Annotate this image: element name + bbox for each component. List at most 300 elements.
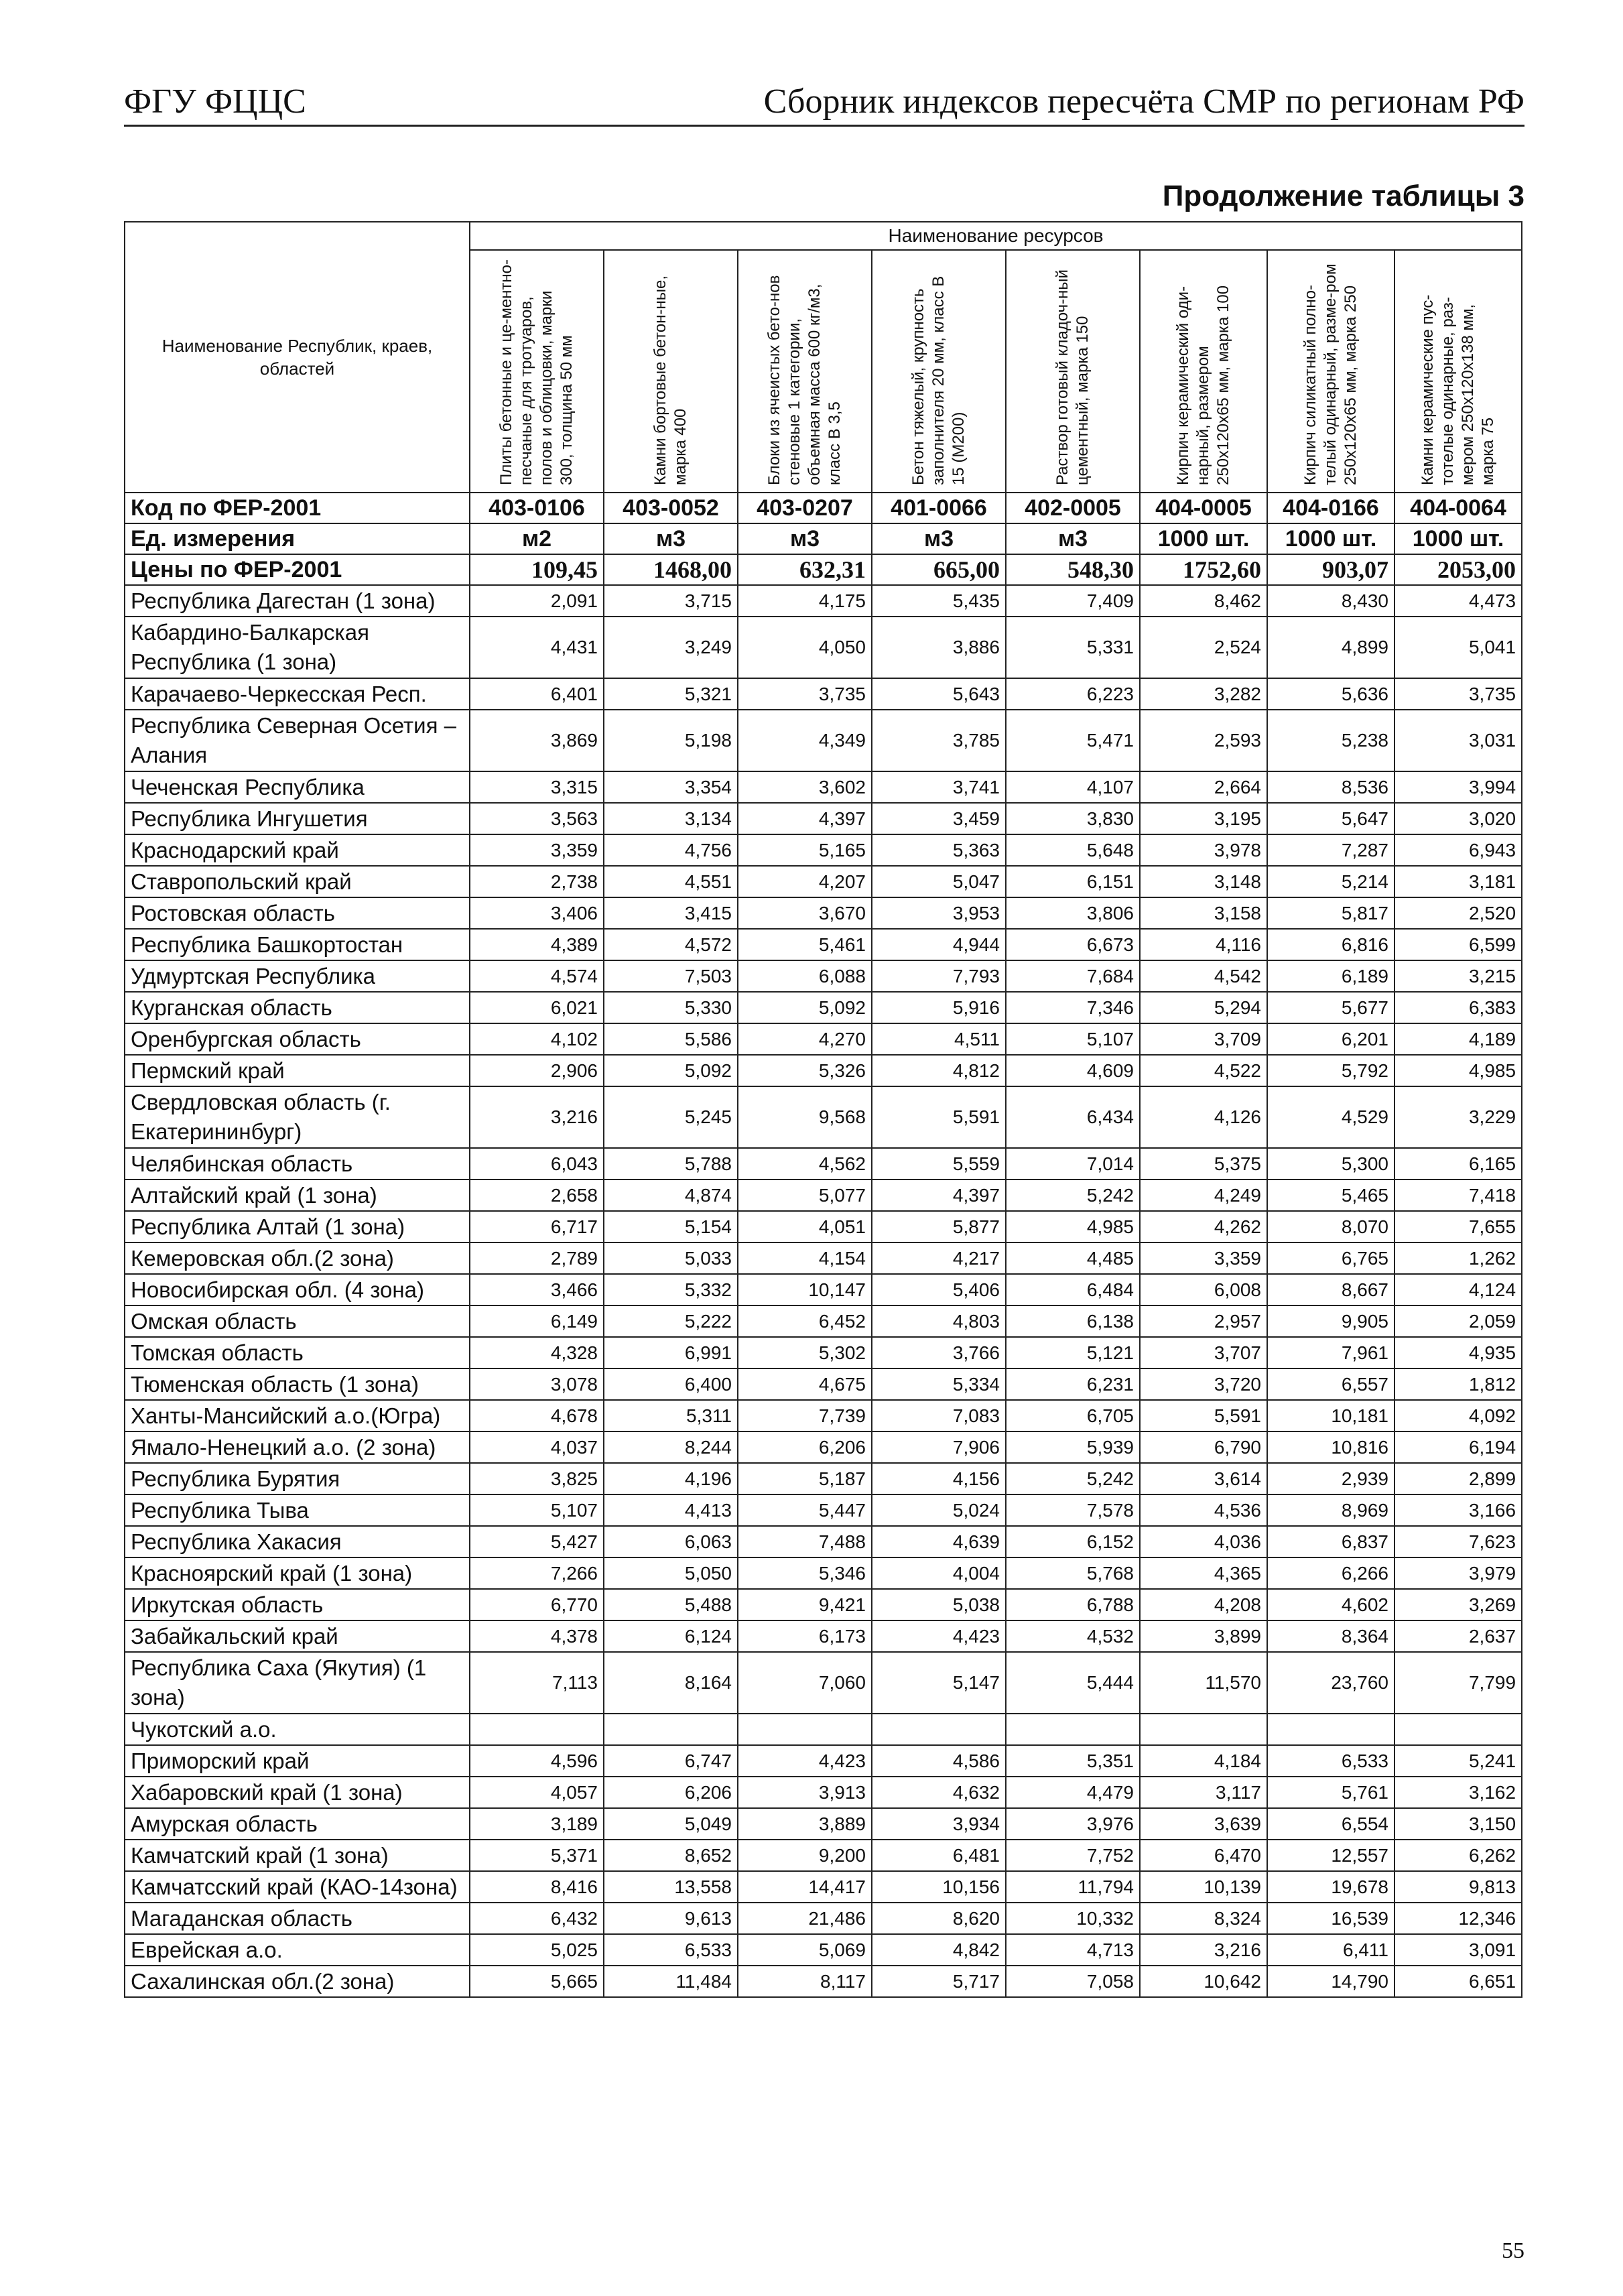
index-value: 3,150 (1394, 1808, 1522, 1840)
index-value: 10,332 (1006, 1903, 1140, 1934)
column-header (872, 250, 1006, 493)
index-value: 6,816 (1267, 929, 1394, 960)
index-value: 6,262 (1394, 1840, 1522, 1871)
index-value: 3,148 (1140, 866, 1267, 897)
region-name: Пермский край (125, 1055, 470, 1086)
resource-price: 1468,00 (604, 554, 738, 585)
index-value: 3,031 (1394, 710, 1522, 771)
table-row (125, 1463, 1522, 1494)
table-row (125, 1305, 1522, 1337)
region-name: Республика Алтай (1 зона) (125, 1211, 470, 1242)
index-value: 4,249 (1140, 1179, 1267, 1211)
index-value: 4,184 (1140, 1745, 1267, 1777)
index-value: 4,423 (872, 1620, 1006, 1652)
index-value: 5,648 (1006, 834, 1140, 866)
resource-code: 403-0052 (604, 493, 738, 523)
index-value: 4,124 (1394, 1274, 1522, 1305)
region-name: Иркутская область (125, 1589, 470, 1620)
index-value: 7,684 (1006, 960, 1140, 992)
index-value: 5,768 (1006, 1557, 1140, 1589)
index-value: 7,793 (872, 960, 1006, 992)
index-value: 2,738 (470, 866, 604, 897)
index-value: 1,812 (1394, 1368, 1522, 1400)
index-value: 6,231 (1006, 1368, 1140, 1400)
table-row (125, 617, 1522, 678)
index-value: 4,365 (1140, 1557, 1267, 1589)
index-value: 3,913 (738, 1777, 872, 1808)
index-value: 5,647 (1267, 803, 1394, 834)
column-header-label: Камни бортовые бетон-ные, марка 400 (651, 275, 690, 485)
table-caption: Продолжение таблицы 3 (1162, 180, 1524, 212)
index-value: 6,991 (604, 1337, 738, 1368)
index-value: 2,906 (470, 1055, 604, 1086)
resources-group-header: Наименование ресурсов (470, 222, 1522, 250)
index-value: 4,378 (470, 1620, 604, 1652)
index-value: 5,049 (604, 1808, 738, 1840)
index-value: 4,413 (604, 1494, 738, 1526)
column-header (738, 250, 872, 493)
index-value: 4,270 (738, 1023, 872, 1055)
index-value: 5,939 (1006, 1431, 1140, 1463)
table-row (125, 1274, 1522, 1305)
index-value: 3,976 (1006, 1808, 1140, 1840)
table-row (125, 1808, 1522, 1840)
index-value: 2,957 (1140, 1305, 1267, 1337)
index-value: 4,189 (1394, 1023, 1522, 1055)
resource-unit: м3 (1006, 523, 1140, 554)
index-value: 4,004 (872, 1557, 1006, 1589)
index-value: 4,632 (872, 1777, 1006, 1808)
index-value: 14,790 (1267, 1966, 1394, 1997)
index-value: 5,050 (604, 1557, 738, 1589)
index-value: 3,134 (604, 803, 738, 834)
resource-unit: 1000 шт. (1140, 523, 1267, 554)
index-value (738, 1714, 872, 1745)
index-value: 6,206 (738, 1431, 872, 1463)
index-value: 5,677 (1267, 992, 1394, 1023)
resource-code: 402-0005 (1006, 493, 1140, 523)
index-value: 6,400 (604, 1368, 738, 1400)
index-value: 4,574 (470, 960, 604, 992)
resource-price: 1752,60 (1140, 554, 1267, 585)
index-value: 7,083 (872, 1400, 1006, 1431)
index-value: 4,596 (470, 1745, 604, 1777)
index-value: 7,287 (1267, 834, 1394, 866)
index-value: 6,173 (738, 1620, 872, 1652)
index-value: 6,151 (1006, 866, 1140, 897)
index-value: 5,154 (604, 1211, 738, 1242)
index-value: 7,739 (738, 1400, 872, 1431)
table-row (125, 1934, 1522, 1966)
index-value: 4,397 (872, 1179, 1006, 1211)
table-row (125, 1557, 1522, 1589)
region-name: Республика Ингушетия (125, 803, 470, 834)
index-value: 6,266 (1267, 1557, 1394, 1589)
region-name: Республика Бурятия (125, 1463, 470, 1494)
index-value: 6,124 (604, 1620, 738, 1652)
index-value: 5,121 (1006, 1337, 1140, 1368)
index-value: 9,613 (604, 1903, 738, 1934)
index-value: 6,788 (1006, 1589, 1140, 1620)
index-value: 5,435 (872, 585, 1006, 617)
index-value (470, 1714, 604, 1745)
index-value: 7,578 (1006, 1494, 1140, 1526)
resource-code: 404-0064 (1394, 493, 1522, 523)
index-value: 4,899 (1267, 617, 1394, 678)
page-number: 55 (1502, 2238, 1524, 2263)
index-value: 4,985 (1394, 1055, 1522, 1086)
index-value: 5,069 (738, 1934, 872, 1966)
index-value: 6,088 (738, 960, 872, 992)
index-value: 1,262 (1394, 1242, 1522, 1274)
index-value: 3,785 (872, 710, 1006, 771)
index-value: 5,025 (470, 1934, 604, 1966)
indices-table (124, 221, 1522, 1998)
index-value: 5,427 (470, 1526, 604, 1557)
index-value: 3,158 (1140, 897, 1267, 929)
index-value: 6,481 (872, 1840, 1006, 1871)
index-value: 8,164 (604, 1652, 738, 1714)
index-value: 3,709 (1140, 1023, 1267, 1055)
index-value: 6,747 (604, 1745, 738, 1777)
index-value: 4,551 (604, 866, 738, 897)
region-name: Курганская область (125, 992, 470, 1023)
index-value: 8,070 (1267, 1211, 1394, 1242)
index-value: 5,877 (872, 1211, 1006, 1242)
index-value: 5,242 (1006, 1179, 1140, 1211)
index-value: 3,215 (1394, 960, 1522, 992)
index-value: 5,321 (604, 678, 738, 710)
index-value: 4,532 (1006, 1620, 1140, 1652)
index-value: 3,189 (470, 1808, 604, 1840)
index-value: 3,216 (1140, 1934, 1267, 1966)
index-value: 6,223 (1006, 678, 1140, 710)
index-value: 3,735 (738, 678, 872, 710)
index-value: 8,462 (1140, 585, 1267, 617)
index-value: 7,266 (470, 1557, 604, 1589)
index-value: 5,302 (738, 1337, 872, 1368)
index-value (1140, 1714, 1267, 1745)
index-value: 6,021 (470, 992, 604, 1023)
index-value: 9,905 (1267, 1305, 1394, 1337)
index-value: 4,389 (470, 929, 604, 960)
index-value: 3,899 (1140, 1620, 1267, 1652)
column-header-label: Раствор готовый кладоч-ный цементный, марка 150 (1053, 269, 1092, 485)
index-value: 2,091 (470, 585, 604, 617)
index-value: 4,812 (872, 1055, 1006, 1086)
index-value: 7,346 (1006, 992, 1140, 1023)
table-row (125, 1242, 1522, 1274)
index-value: 5,916 (872, 992, 1006, 1023)
index-value: 3,830 (1006, 803, 1140, 834)
header-row-group (125, 222, 1522, 250)
index-value: 5,311 (604, 1400, 738, 1431)
index-value: 4,102 (470, 1023, 604, 1055)
index-value: 5,471 (1006, 710, 1140, 771)
index-value: 3,953 (872, 897, 1006, 929)
resource-unit: м3 (872, 523, 1006, 554)
index-value: 4,154 (738, 1242, 872, 1274)
region-name: Сахалинская обл.(2 зона) (125, 1966, 470, 1997)
index-value: 3,978 (1140, 834, 1267, 866)
index-value: 6,599 (1394, 929, 1522, 960)
index-value: 8,324 (1140, 1903, 1267, 1934)
index-value: 3,359 (1140, 1242, 1267, 1274)
index-value: 6,383 (1394, 992, 1522, 1023)
region-name: Ямало-Ненецкий а.о. (2 зона) (125, 1431, 470, 1463)
index-value: 8,536 (1267, 771, 1394, 803)
region-name: Республика Северная Осетия – Алания (125, 710, 470, 771)
index-value: 6,206 (604, 1777, 738, 1808)
index-value: 8,117 (738, 1966, 872, 1997)
region-name: Республика Тыва (125, 1494, 470, 1526)
index-value: 3,889 (738, 1808, 872, 1840)
table-row (125, 1714, 1522, 1745)
table-row (125, 1148, 1522, 1179)
index-value: 5,788 (604, 1148, 738, 1179)
index-value: 4,107 (1006, 771, 1140, 803)
region-name: Тюменская область (1 зона) (125, 1368, 470, 1400)
index-value: 6,452 (738, 1305, 872, 1337)
index-value: 5,586 (604, 1023, 738, 1055)
index-value: 3,766 (872, 1337, 1006, 1368)
index-value: 3,269 (1394, 1589, 1522, 1620)
index-value: 7,906 (872, 1431, 1006, 1463)
index-value: 8,416 (470, 1871, 604, 1903)
index-value: 3,886 (872, 617, 1006, 678)
price-row (125, 554, 1522, 585)
table-row (125, 1871, 1522, 1903)
index-value: 7,488 (738, 1526, 872, 1557)
index-value: 5,465 (1267, 1179, 1394, 1211)
index-value: 4,944 (872, 929, 1006, 960)
index-value: 5,406 (872, 1274, 1006, 1305)
index-value: 3,459 (872, 803, 1006, 834)
index-value: 4,057 (470, 1777, 604, 1808)
index-value: 4,262 (1140, 1211, 1267, 1242)
index-value: 4,639 (872, 1526, 1006, 1557)
resource-unit: м3 (604, 523, 738, 554)
index-value: 6,043 (470, 1148, 604, 1179)
table-row (125, 803, 1522, 834)
index-value: 7,014 (1006, 1148, 1140, 1179)
table-row (125, 1745, 1522, 1777)
index-value: 8,667 (1267, 1274, 1394, 1305)
index-value: 3,602 (738, 771, 872, 803)
resource-unit: 1000 шт. (1267, 523, 1394, 554)
index-value: 8,620 (872, 1903, 1006, 1934)
region-name: Алтайский край (1 зона) (125, 1179, 470, 1211)
header-divider (124, 125, 1524, 127)
index-value: 5,371 (470, 1840, 604, 1871)
index-value: 3,020 (1394, 803, 1522, 834)
index-value: 11,484 (604, 1966, 738, 1997)
resource-price: 665,00 (872, 554, 1006, 585)
table-row (125, 1903, 1522, 1934)
region-name: Ханты-Мансийский а.о.(Югра) (125, 1400, 470, 1431)
index-value: 12,346 (1394, 1903, 1522, 1934)
index-value: 4,842 (872, 1934, 1006, 1966)
region-header: Наименование Республик, краев, областей (125, 222, 470, 493)
index-value: 7,655 (1394, 1211, 1522, 1242)
index-value: 3,735 (1394, 678, 1522, 710)
index-value: 5,024 (872, 1494, 1006, 1526)
index-value: 12,557 (1267, 1840, 1394, 1871)
index-value: 5,238 (1267, 710, 1394, 771)
index-value (872, 1714, 1006, 1745)
index-value: 5,147 (872, 1652, 1006, 1714)
table-row (125, 929, 1522, 960)
index-value: 3,466 (470, 1274, 604, 1305)
index-value: 3,715 (604, 585, 738, 617)
index-value: 6,432 (470, 1903, 604, 1934)
region-name: Республика Хакасия (125, 1526, 470, 1557)
table-row (125, 1777, 1522, 1808)
table-row (125, 834, 1522, 866)
index-value: 5,636 (1267, 678, 1394, 710)
index-value: 7,058 (1006, 1966, 1140, 1997)
index-value (1267, 1714, 1394, 1745)
index-value: 4,156 (872, 1463, 1006, 1494)
index-value: 6,152 (1006, 1526, 1140, 1557)
resource-code: 403-0207 (738, 493, 872, 523)
region-name: Ростовская область (125, 897, 470, 929)
index-value: 6,165 (1394, 1148, 1522, 1179)
index-value: 7,961 (1267, 1337, 1394, 1368)
index-value: 4,092 (1394, 1400, 1522, 1431)
index-value: 5,242 (1006, 1463, 1140, 1494)
index-value: 5,591 (1140, 1400, 1267, 1431)
index-value: 4,756 (604, 834, 738, 866)
index-value: 4,675 (738, 1368, 872, 1400)
index-value: 5,363 (872, 834, 1006, 866)
index-value: 6,943 (1394, 834, 1522, 866)
index-value: 3,229 (1394, 1086, 1522, 1148)
region-name: Карачаево-Черкесская Респ. (125, 678, 470, 710)
table-row (125, 1337, 1522, 1368)
index-value: 8,969 (1267, 1494, 1394, 1526)
index-value: 6,837 (1267, 1526, 1394, 1557)
index-value: 21,486 (738, 1903, 872, 1934)
index-value: 5,187 (738, 1463, 872, 1494)
index-value: 2,637 (1394, 1620, 1522, 1652)
index-value: 4,431 (470, 617, 604, 678)
index-value: 6,673 (1006, 929, 1140, 960)
table-row (125, 1620, 1522, 1652)
index-value: 5,351 (1006, 1745, 1140, 1777)
index-value: 6,484 (1006, 1274, 1140, 1305)
index-value: 7,623 (1394, 1526, 1522, 1557)
index-value: 7,418 (1394, 1179, 1522, 1211)
region-name: Чеченская Республика (125, 771, 470, 803)
index-value: 5,222 (604, 1305, 738, 1337)
resource-price: 632,31 (738, 554, 872, 585)
index-value: 4,803 (872, 1305, 1006, 1337)
index-value: 9,568 (738, 1086, 872, 1148)
index-value: 3,166 (1394, 1494, 1522, 1526)
index-value: 6,201 (1267, 1023, 1394, 1055)
column-header (604, 250, 738, 493)
region-name: Приморский край (125, 1745, 470, 1777)
index-value: 2,664 (1140, 771, 1267, 803)
index-value: 8,430 (1267, 585, 1394, 617)
column-header-label: Кирпич керамический оди-нарный, размером 250х120х65 мм, марка 100 (1174, 285, 1232, 485)
column-header (1006, 250, 1140, 493)
index-value: 3,117 (1140, 1777, 1267, 1808)
index-value: 5,717 (872, 1966, 1006, 1997)
index-value: 5,326 (738, 1055, 872, 1086)
index-value: 14,417 (738, 1871, 872, 1903)
region-name: Кабардино-Балкарская Республика (1 зона) (125, 617, 470, 678)
index-value: 2,789 (470, 1242, 604, 1274)
index-value: 6,470 (1140, 1840, 1267, 1871)
index-value: 6,705 (1006, 1400, 1140, 1431)
region-name: Хабаровский край (1 зона) (125, 1777, 470, 1808)
index-value: 13,558 (604, 1871, 738, 1903)
index-value: 5,559 (872, 1148, 1006, 1179)
index-value: 9,200 (738, 1840, 872, 1871)
index-value: 4,036 (1140, 1526, 1267, 1557)
region-name: Свердловская область (г. Екатерининбург) (125, 1086, 470, 1148)
index-value: 4,208 (1140, 1589, 1267, 1620)
index-value: 3,670 (738, 897, 872, 929)
table-row (125, 710, 1522, 771)
index-value: 19,678 (1267, 1871, 1394, 1903)
resource-price: 903,07 (1267, 554, 1394, 585)
index-value: 5,761 (1267, 1777, 1394, 1808)
index-value: 3,806 (1006, 897, 1140, 929)
index-value: 3,614 (1140, 1463, 1267, 1494)
table-row (125, 1368, 1522, 1400)
index-value: 4,522 (1140, 1055, 1267, 1086)
index-value: 4,935 (1394, 1337, 1522, 1368)
column-header (1394, 250, 1522, 493)
index-value: 5,241 (1394, 1745, 1522, 1777)
index-value: 4,562 (738, 1148, 872, 1179)
index-value: 5,041 (1394, 617, 1522, 678)
index-value: 6,189 (1267, 960, 1394, 992)
index-value: 8,244 (604, 1431, 738, 1463)
index-value: 2,658 (470, 1179, 604, 1211)
index-value: 3,707 (1140, 1337, 1267, 1368)
index-value: 10,642 (1140, 1966, 1267, 1997)
table-row (125, 585, 1522, 617)
index-value (1394, 1714, 1522, 1745)
index-value: 2,059 (1394, 1305, 1522, 1337)
region-name: Удмуртская Республика (125, 960, 470, 992)
index-value: 3,216 (470, 1086, 604, 1148)
index-value: 5,047 (872, 866, 1006, 897)
table-row (125, 771, 1522, 803)
index-value: 5,198 (604, 710, 738, 771)
index-value: 4,485 (1006, 1242, 1140, 1274)
index-value: 6,008 (1140, 1274, 1267, 1305)
index-value: 2,899 (1394, 1463, 1522, 1494)
index-value: 3,091 (1394, 1934, 1522, 1966)
index-value: 23,760 (1267, 1652, 1394, 1714)
index-value (1006, 1714, 1140, 1745)
index-value: 5,330 (604, 992, 738, 1023)
index-value: 3,359 (470, 834, 604, 866)
column-header (470, 250, 604, 493)
index-value: 3,195 (1140, 803, 1267, 834)
index-value: 3,639 (1140, 1808, 1267, 1840)
index-value: 5,346 (738, 1557, 872, 1589)
index-value: 3,406 (470, 897, 604, 929)
index-value: 5,792 (1267, 1055, 1394, 1086)
index-value: 7,113 (470, 1652, 604, 1714)
table-row (125, 992, 1522, 1023)
